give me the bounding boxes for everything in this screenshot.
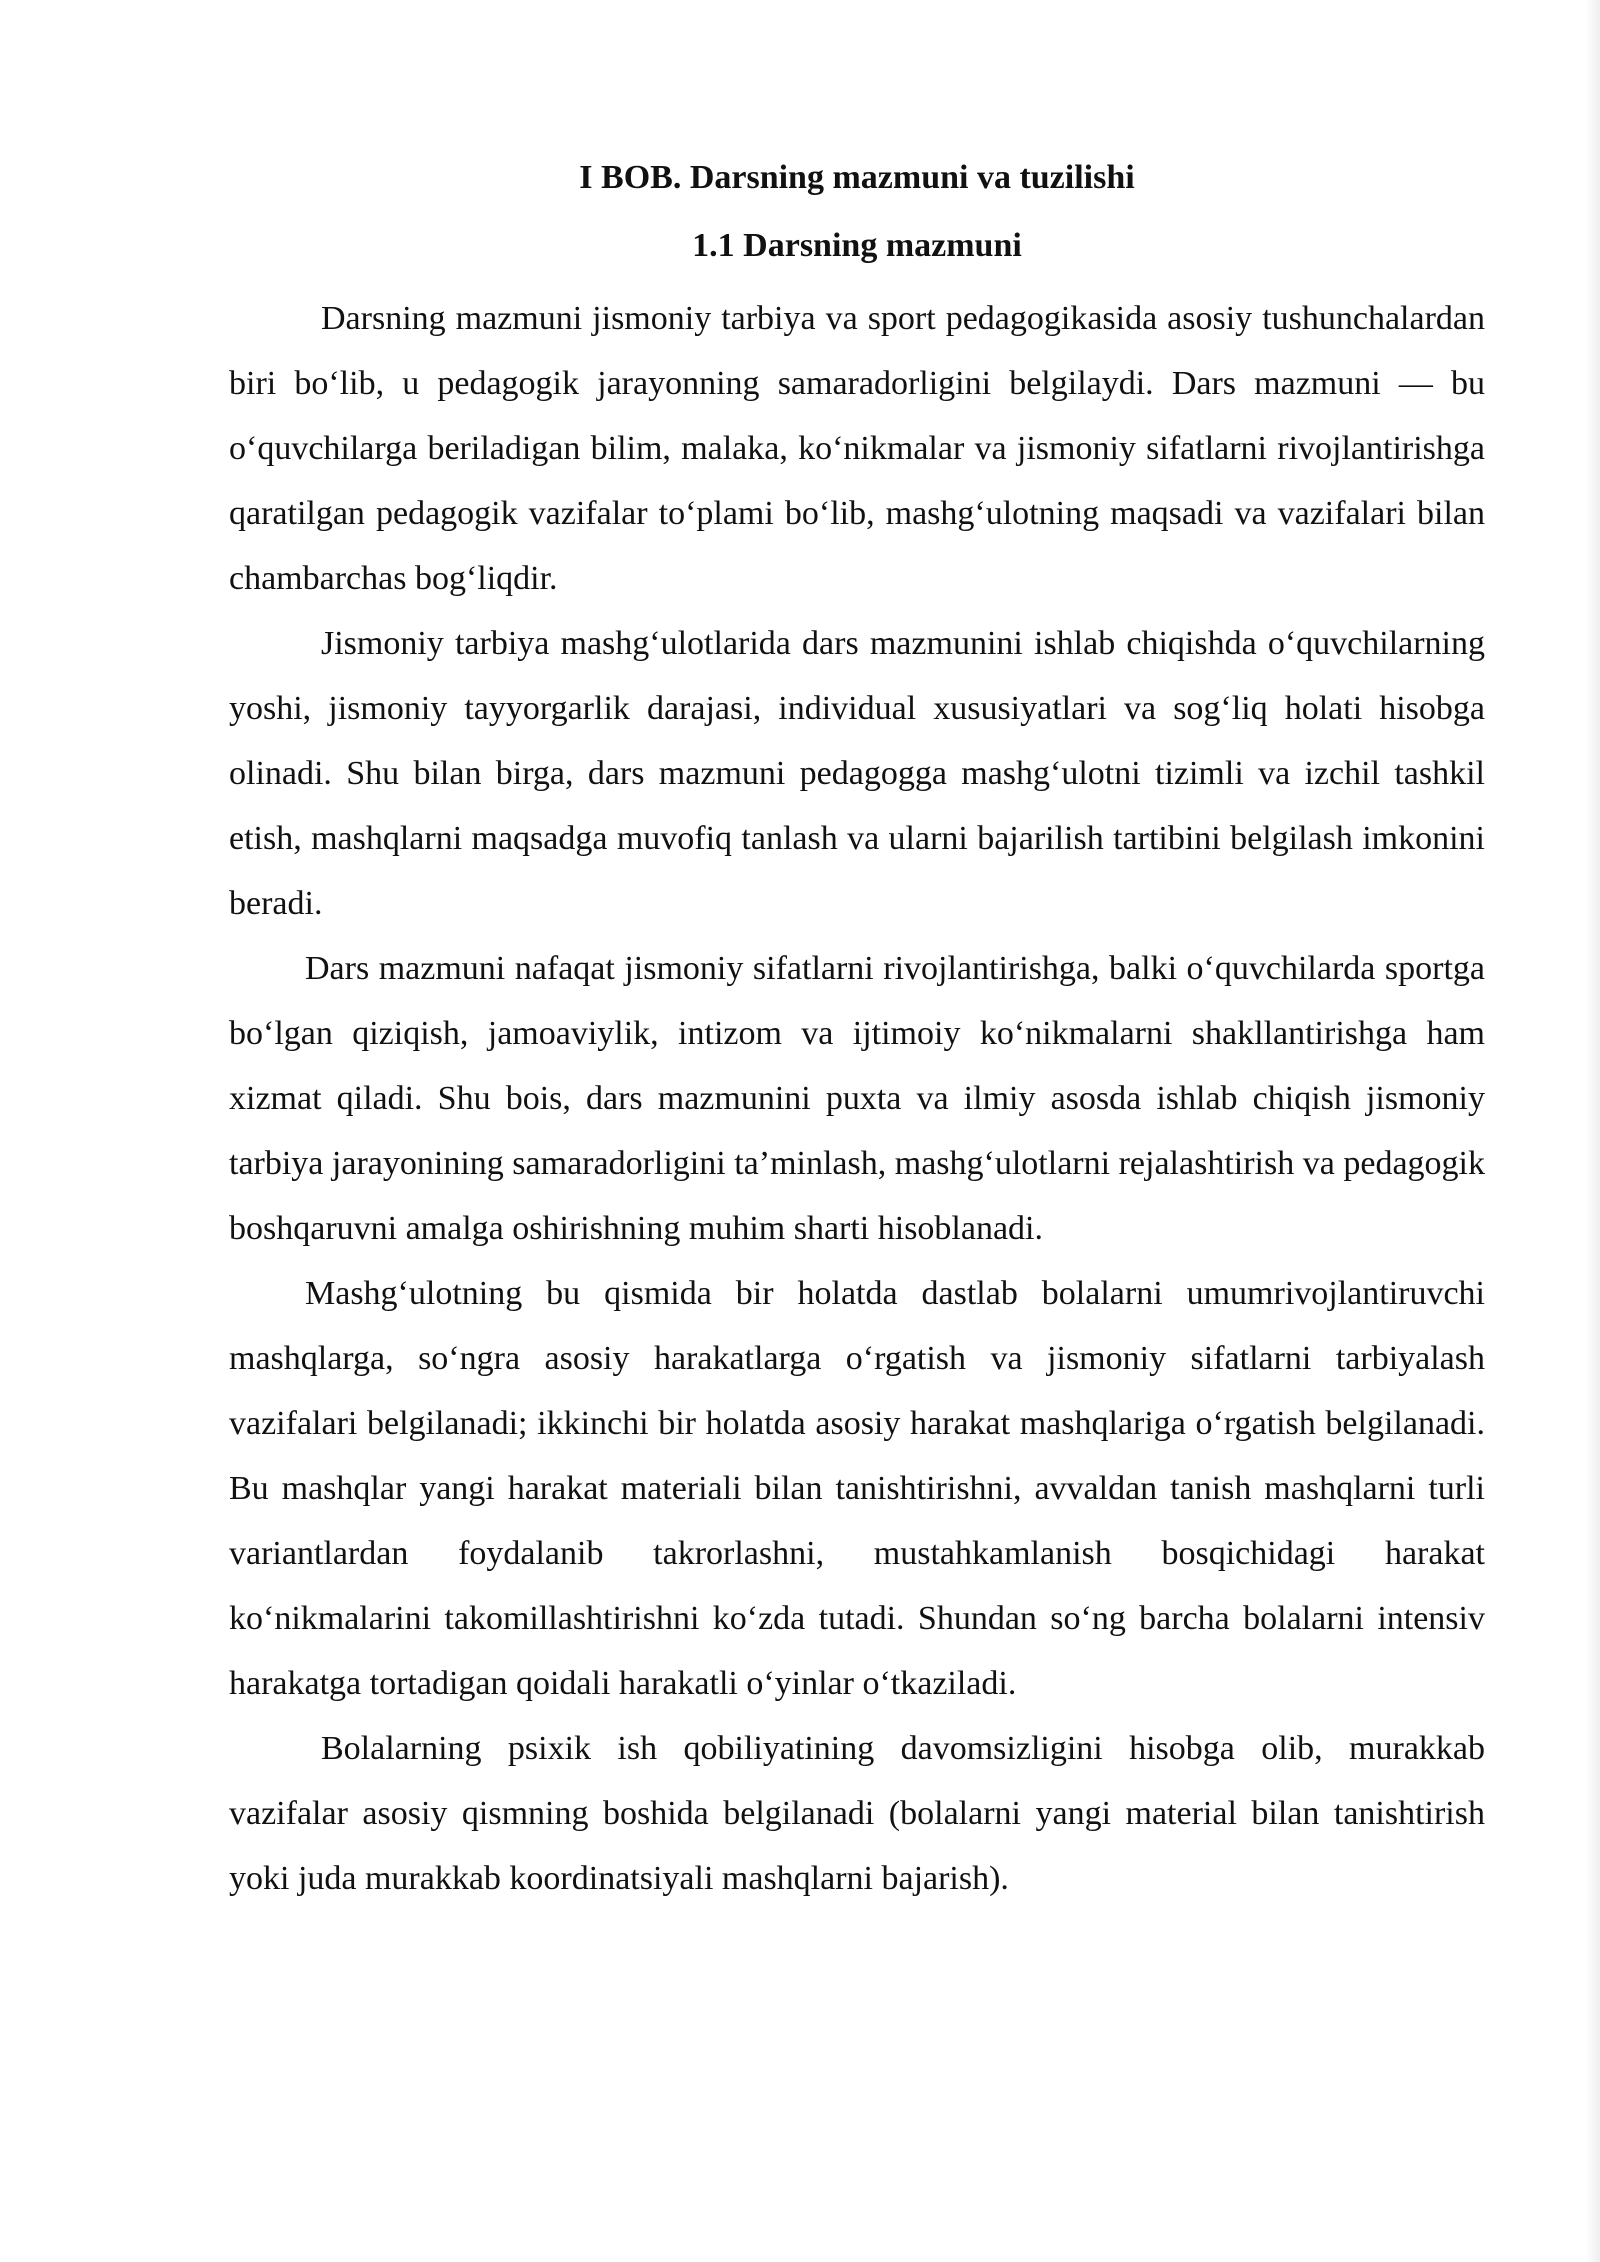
paragraph-4: Mashg‘ulotning bu qismida bir holatda dastlab bolalarni umumrivojlantiruvchi mashqlarga, so‘ngra asosiy harakatlarga o‘rgatish va jismoniy sifatlarni tarbiyalash vazifalari belgilanadi; ikkinchi bir holatda asosiy harakat mashqlariga o‘rgatish belgilanadi. Bu mashqlar yangi harakat materiali bilan tanishtirishni, avvaldan tanish mashqlarni turli variantlardan foydalanib takrorlashni, mustahkamlanish bosqichidagi harakat ko‘nikmalarini takomillashtirishni ko‘zda tutadi. Shundan so‘ng barcha bolalarni intensiv harakatga tortadigan qoidali harakatli o‘yinlar o‘tkaziladi. <box>229 1275 1485 1702</box>
chapter-title: I BOB. Darsning mazmuni va tuzilishi <box>579 159 1135 196</box>
page-edge-shadow <box>1586 0 1600 2262</box>
paragraph-1: Darsning mazmuni jismoniy tarbiya va sport pedagogikasida asosiy tushunchalardan biri bo‘lib, u pedagogik jarayonning samaradorligini belgilaydi. Dars mazmuni — bu o‘quvchilarga beriladigan bilim, malaka, ko‘nikmalar va jismoniy sifatlarni rivojlantirishga qaratilgan pedagogik vazifalar to‘plami bo‘lib, mashg‘ulotning maqsadi va vazifalari bilan chambarchas bog‘liqdir. <box>229 300 1485 597</box>
paragraph-2: Jismoniy tarbiya mashg‘ulotlarida dars mazmunini ishlab chiqishda o‘quvchilarning yoshi, jismoniy tayyorgarlik darajasi, individual xususiyatlari va sog‘liq holati hisobga olinadi. Shu bilan birga, dars mazmuni pedagogga mashg‘ulotni tizimli va izchil tashkil etish, mashqlarni maqsadga muvofiq tanlash va ularni bajarilish tartibini belgilash imkonini beradi. <box>229 625 1485 922</box>
paragraph-3: Dars mazmuni nafaqat jismoniy sifatlarni rivojlantirishga, balki o‘quvchilarda sportga bo‘lgan qiziqish, jamoaviylik, intizom va ijtimoiy ko‘nikmalarni shakllantirishga ham xizmat qiladi. Shu bois, dars mazmunini puxta va ilmiy asosda ishlab chiqish jismoniy tarbiya jarayonining samaradorligini ta’minlash, mashg‘ulotlarni rejalashtirish va pedagogik boshqaruvni amalga oshirishning muhim sharti hisoblanadi. <box>229 950 1485 1247</box>
section-title: 1.1 Darsning mazmuni <box>692 227 1022 264</box>
paragraph-5: Bolalarning psixik ish qobiliyatining davomsizligini hisobga olib, murakkab vazifalar asosiy qismning boshida belgilanadi (bolalarni yangi material bilan tanishtirish yoki juda murakkab koordinatsiyali mashqlarni bajarish). <box>229 1730 1485 1897</box>
page-content <box>229 150 1485 1911</box>
